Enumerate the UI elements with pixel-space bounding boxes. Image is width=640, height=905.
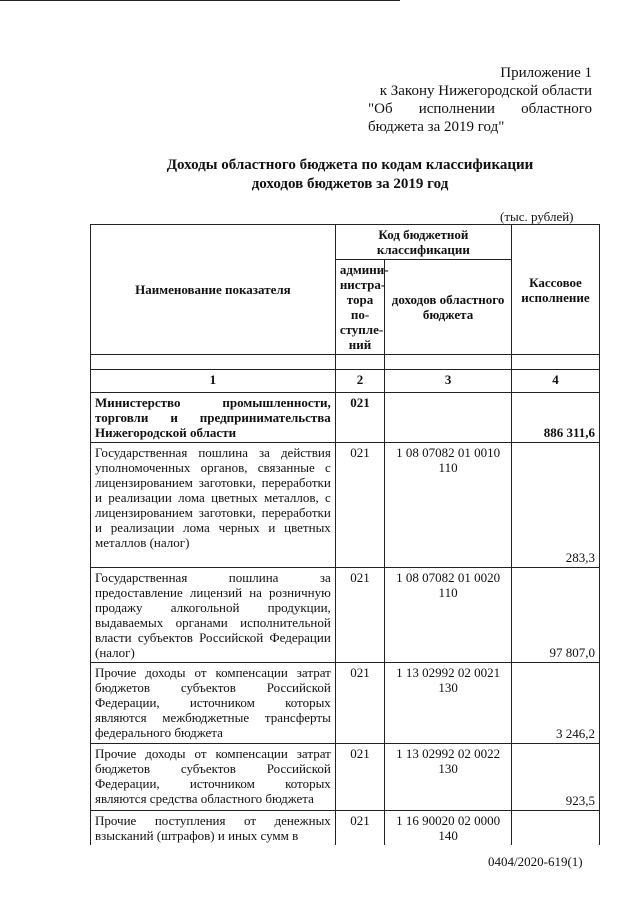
row-admin: 021 [335,393,384,443]
col-number-4: 4 [511,370,599,393]
row-amount: 283,3 [511,443,599,568]
column-number-row [91,370,600,393]
row-admin: 021 [335,811,384,846]
col-number-1: 1 [91,370,336,393]
header-row-1 [91,225,600,260]
row-name: Государственная пошлина за предоставление лицензий на розничную продажу алкогольной продукции, выдаваемых органами исполнительной власти субъектов Российской Федерации (налог) [91,568,336,663]
row-code: 1 16 90020 02 0000 140 [385,811,512,846]
table-row [91,663,600,744]
title-line-1: Доходы областного бюджета по кодам классификации [166,157,534,173]
row-amount [511,811,599,846]
row-code [385,393,512,443]
row-admin: 021 [335,744,384,811]
row-code: 1 13 02992 02 0021 130 [385,663,512,744]
row-admin: 021 [335,443,384,568]
table-row [91,393,600,443]
header-code-group: Код бюджетной классификации [335,225,511,260]
row-name: Прочие доходы от компенсации затрат бюджетов субъектов Российской Федерации, источником которых являются средства областного бюджета [91,744,336,811]
title-line-2: доходов бюджетов за 2019 год [251,176,449,192]
row-amount: 923,5 [511,744,599,811]
document-number: 0404/2020-619(1) [488,854,583,869]
units-label: (тыс. рублей) [500,209,574,224]
header-cash: Кассовое исполнение [511,225,599,355]
row-amount: 886 311,6 [511,393,599,443]
row-name: Прочие доходы от компенсации затрат бюджетов субъектов Российской Федерации, источником которых являются межбюджетные трансферты федерального бюджета [91,663,336,744]
appendix-line-1: Приложение 1 [500,65,592,81]
header-gap [91,355,600,370]
row-name: Министерство промышленности, торговли и предпринимательства Нижегородской области [91,393,336,443]
row-name: Государственная пошлина за действия уполномоченных органов, связанные с лицензированием заготовки, переработки и реализации лома цветных металлов, с лицензированием заготовки, переработки и реализации лома черных и цветных металлов (налог) [91,443,336,568]
row-admin: 021 [335,568,384,663]
header-admin: админи-нистра-тора по-ступле-ний [335,260,384,355]
appendix-line-4: бюджета за 2019 год" [368,119,505,135]
col-number-3: 3 [385,370,512,393]
row-amount: 97 807,0 [511,568,599,663]
table-row [91,568,600,663]
table-row [91,811,600,846]
revenue-table [90,224,600,845]
row-admin: 021 [335,663,384,744]
appendix-block [368,64,592,136]
header-income: доходов областного бюджета [385,260,512,355]
row-code: 1 08 07082 01 0010 110 [385,443,512,568]
row-amount: 3 246,2 [511,663,599,744]
top-rule [0,0,400,1]
table-row [91,744,600,811]
table-row [91,443,600,568]
document-title [90,156,610,194]
row-code: 1 08 07082 01 0020 110 [385,568,512,663]
row-name: Прочие поступления от денежных взысканий (штрафов) и иных сумм в [91,811,336,846]
col-number-2: 2 [335,370,384,393]
appendix-line-2: к Закону Нижегородской области [379,83,592,99]
header-name: Наименование показателя [91,225,336,355]
row-code: 1 13 02992 02 0022 130 [385,744,512,811]
appendix-line-3: "Об исполнении областного [368,101,592,117]
